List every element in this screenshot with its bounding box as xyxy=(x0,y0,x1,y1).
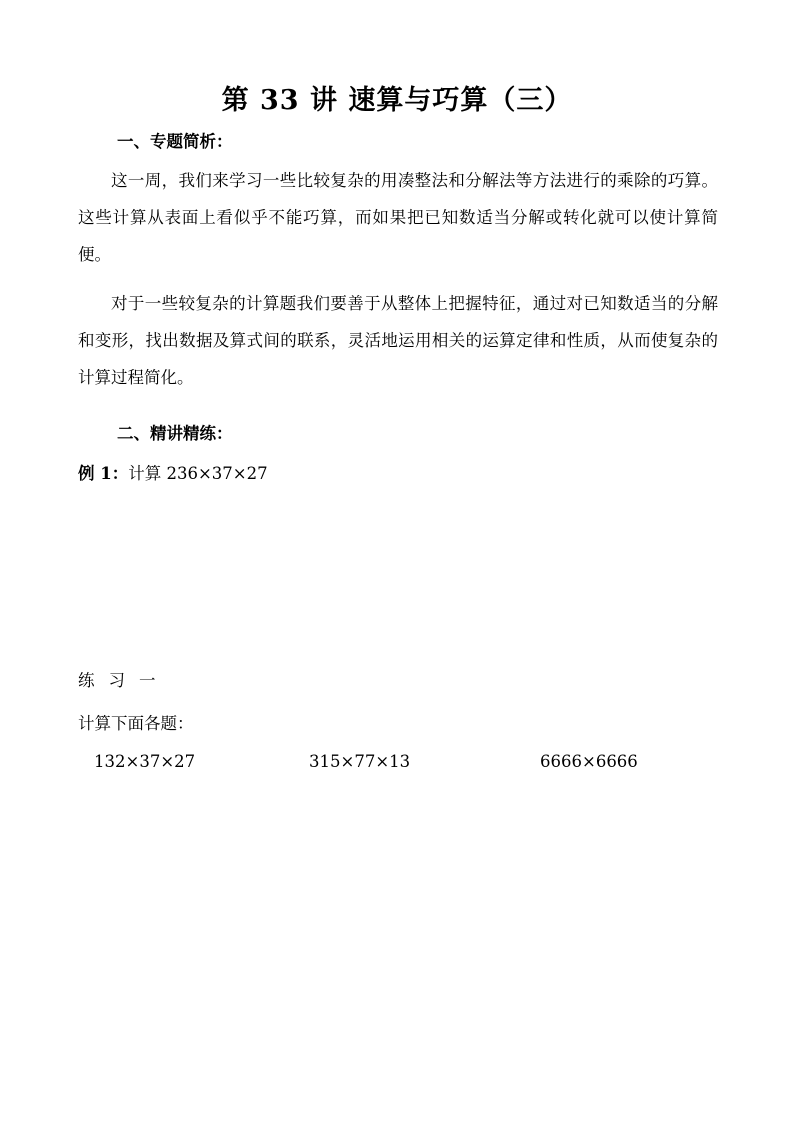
section-heading-practice: 二、精讲精练： xyxy=(117,424,233,443)
section-heading-analysis: 一、专题简析： xyxy=(117,132,233,151)
example-1-text: 计算 236×37×27 xyxy=(128,464,268,483)
example-1-label: 例 1： xyxy=(78,464,129,483)
practice-problem-1: 132×37×27 xyxy=(94,752,196,771)
intro-paragraph-2: 对于一些较复杂的计算题我们要善于从整体上把握特征，通过对已知数适当的分解和变形，找出数据及算式间的联系，灵活地运用相关的运算定律和性质，从而使复杂的计算过程简化。 xyxy=(78,294,718,387)
page-title: 第 33 讲 速算与巧算（三） xyxy=(221,85,573,116)
practice-instruction: 计算下面各题： xyxy=(78,714,194,733)
example-1 xyxy=(78,460,268,484)
practice-problem-3: 6666×6666 xyxy=(540,752,638,771)
practice-problem-2: 315×77×13 xyxy=(309,752,411,771)
practice-title: 练习一 xyxy=(78,671,170,690)
intro-paragraph-1: 这一周，我们来学习一些比较复杂的用凑整法和分解法等方法进行的乘除的巧算。这些计算从表面上看似乎不能巧算，而如果把已知数适当分解或转化就可以使计算简便。 xyxy=(78,171,718,264)
